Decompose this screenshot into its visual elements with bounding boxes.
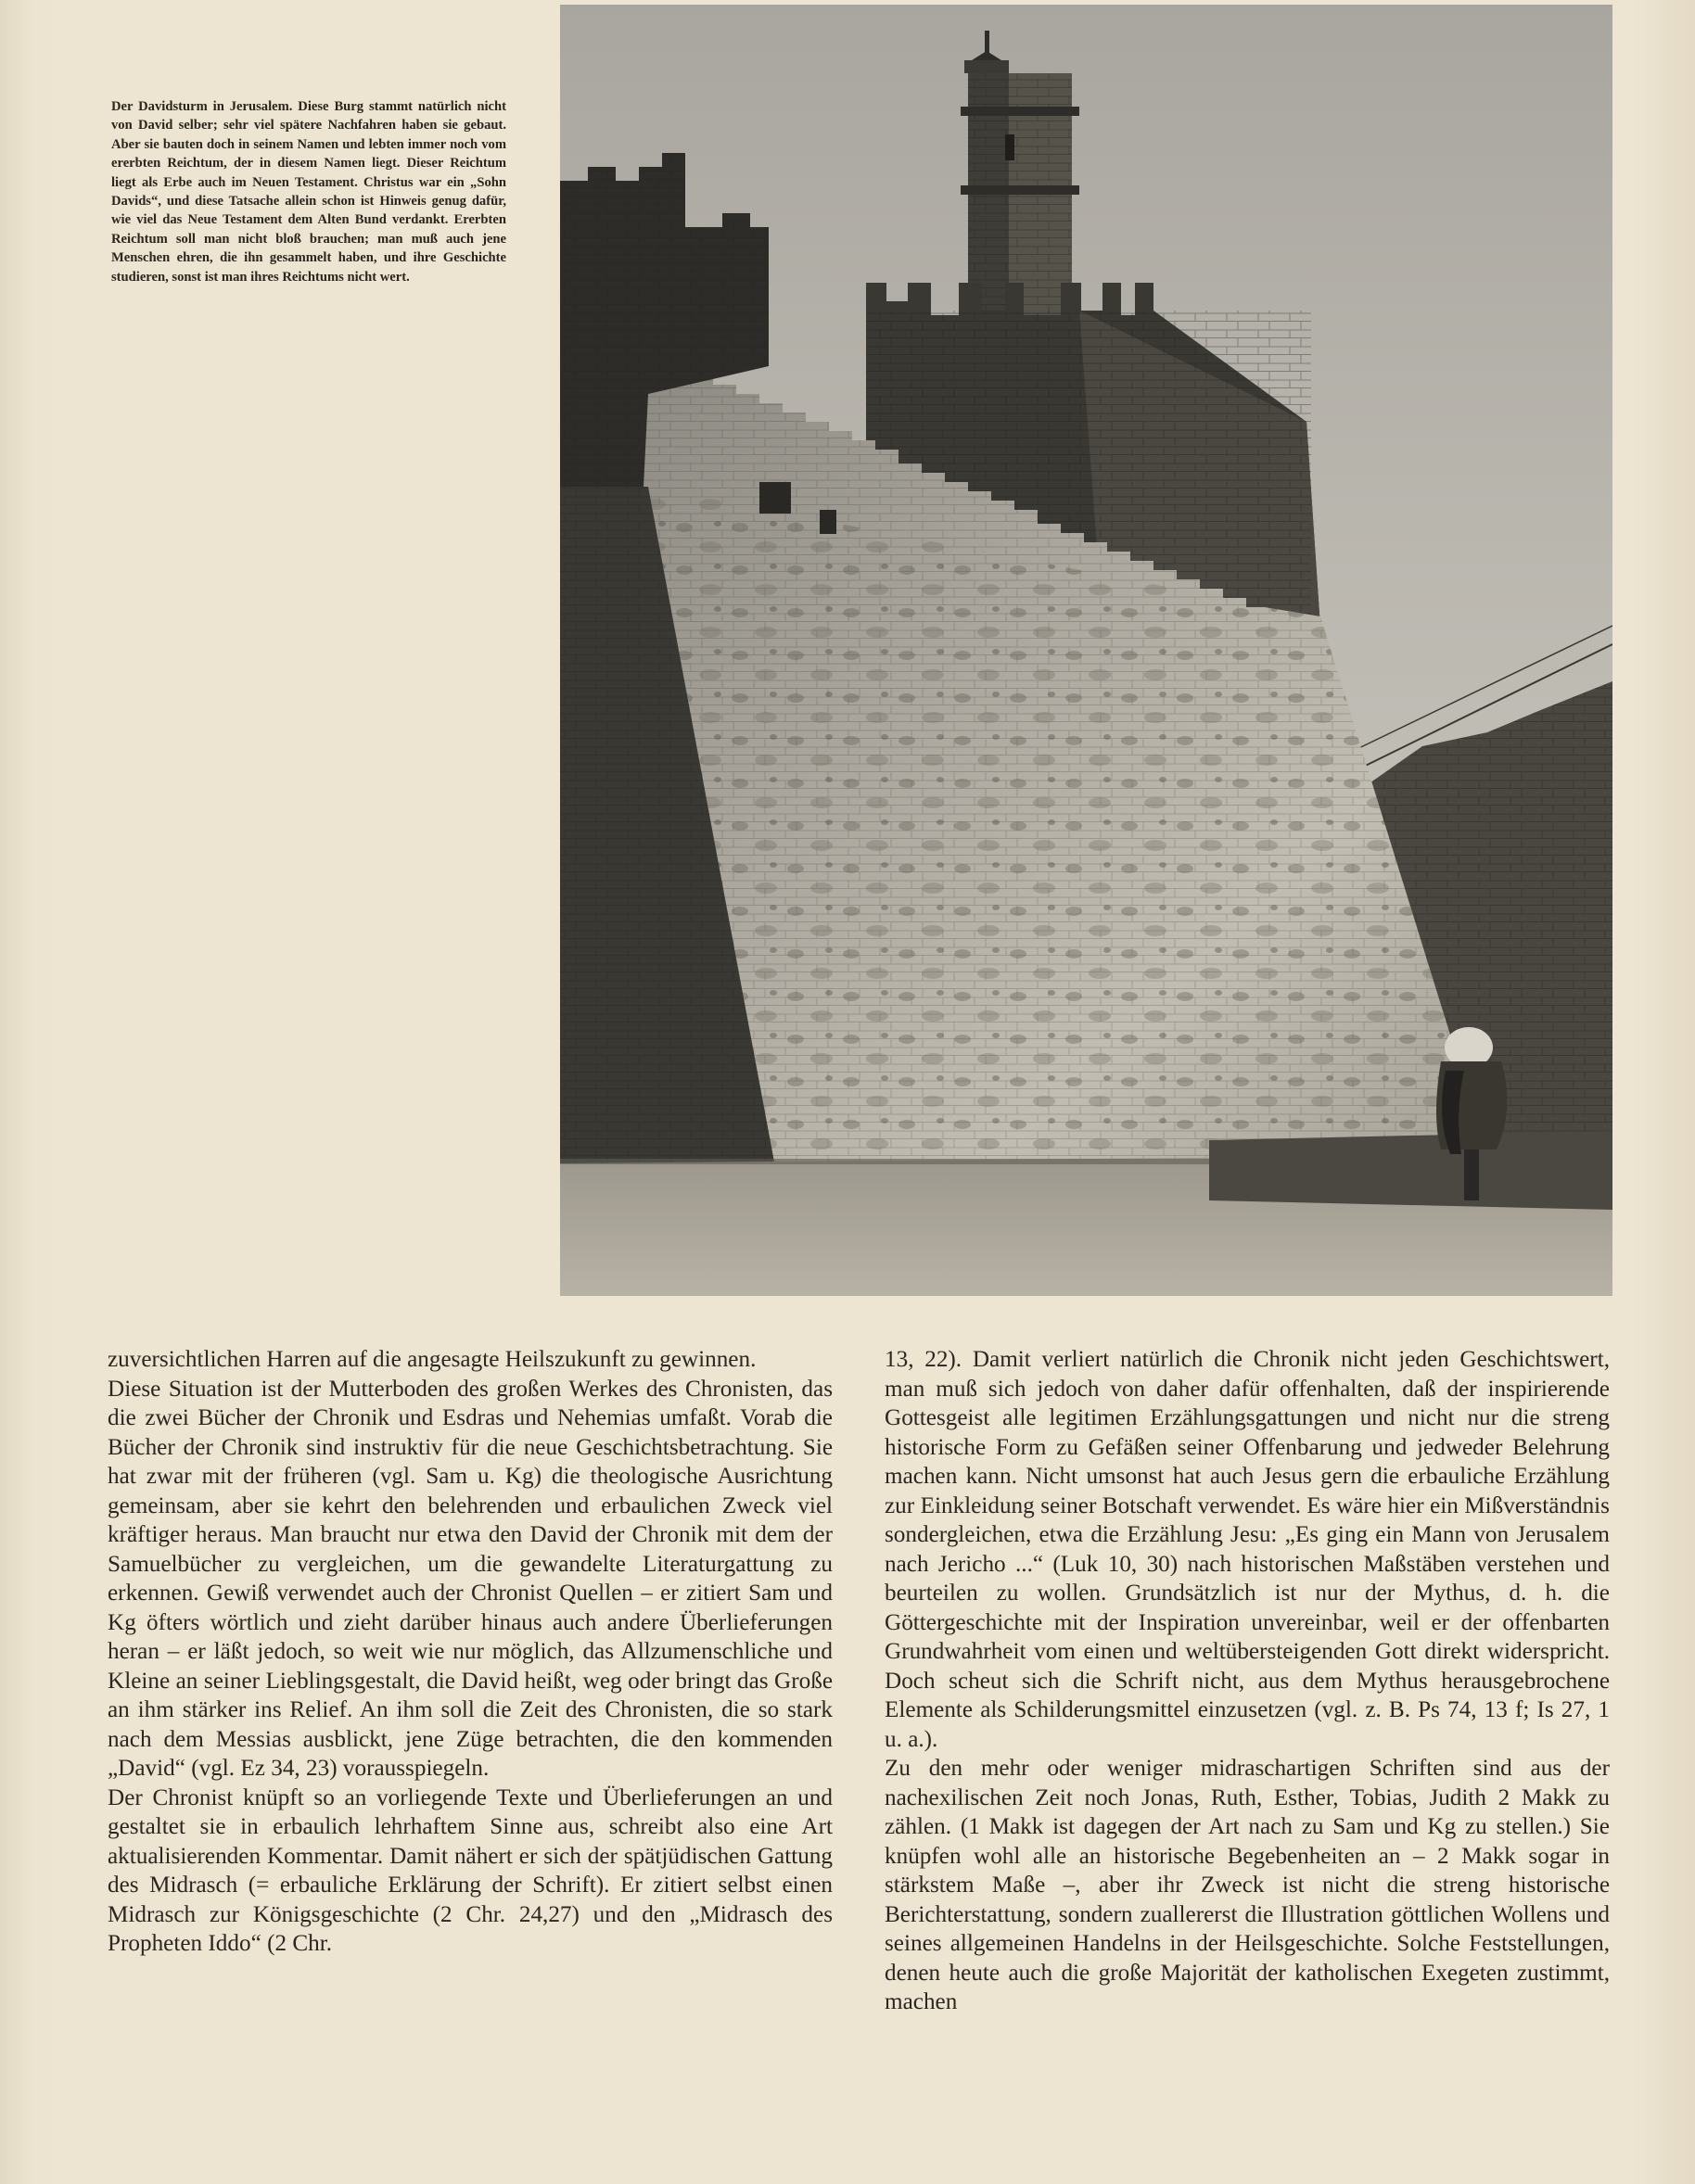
paragraph: zuversichtlichen Harren auf die angesagte Heilszukunft zu gewinnen.	[108, 1347, 757, 1372]
paragraph: Der Chronist knüpft so an vorliegende Texte und Überlieferungen an und gestaltet sie in erbaulich lehrhaftem Sinne aus, schreibt also eine Art aktualisierenden Kommentar. Damit nähert er sich der spätjüdischen Gattung des Midrasch (= erbauliche Erklärung der Schrift). Er zitiert selbst einen Midrasch zur Königsgeschichte (2 Chr. 24,27) und den „Midrasch des Propheten Iddo“ (2 Chr.	[108, 1784, 833, 1956]
photo-caption: Der Davidsturm in Jerusalem. Diese Burg stammt natürlich nicht von David selber; sehr viel spätere Nachfahren haben sie gebaut. Aber sie bauten doch in seinem Namen und lebten immer noch vom ererbten Reichtum, der in diesem Namen liegt. Dieser Reichtum liegt als Erbe auch im Neuen Testament. Christus war ein „Sohn Davids“, und diese Tatsache allein schon ist Hinweis genug dafür, wie viel das Neue Testament dem Alten Bund verdankt. Ererbten Reichtum soll man nicht bloß brauchen; man muß auch jene Menschen ehren, die ihn gesammelt haben, und ihre Geschichte studieren, sonst ist man ihres Reichtums nicht wert.	[111, 99, 506, 285]
tower-of-david-photo	[560, 5, 1612, 1296]
paragraph: Zu den mehr oder weniger midraschartigen Schriften sind aus der nachexilischen Zeit noch Jonas, Ruth, Esther, Tobias, Judith 2 Makk zu zählen. (1 Makk ist dagegen der Art nach zu Sam und Kg zu stellen.) Sie knüpfen wohl alle an historische Begebenheiten an – 2 Makk sogar in stärkstem Maße –, aber ihr Zweck ist nicht die streng historische Berichterstattung, sondern zuallererst die Illustration göttlichen Wollens und seines allgemeinen Handelns in der Heilsgeschichte. Solche Feststellungen, denen heute auch die große Majorität der katholischen Exegeten zustimmt, machen	[885, 1756, 1610, 2014]
paragraph: 13, 22). Damit verliert natürlich die Chronik nicht jeden Geschichtswert, man muß sich jedoch von daher dafür offenhalten, daß der inspirierende Gottesgeist alle legitimen Erzählungsgattungen und nicht nur die streng historische Form zu Gefäßen seiner Offenbarung und jedweder Belehrung machen kann. Nicht umsonst hat auch Jesus gern die erbauliche Erzählung zur Einkleidung seiner Botschaft verwendet. Es wäre hier ein Mißverständnis sondergleichen, etwa die Erzählung Jesu: „Es ging ein Mann von Jerusalem nach Jericho ...“ (Luk 10, 30) nach historischen Maßstäben verstehen und beurteilen zu wollen. Grundsätzlich ist nur der Mythus, d. h. die Göttergeschichte mit der Inspiration unvereinbar, weil er der offenbarten Grundwahrheit vom einen und weltübersteigenden Gott direkt widerspricht. Doch scheut sich die Schrift nicht, aus dem Mythus herausgebrochene Elemente als Schilderungsmittel einzusetzen (vgl. z. B. Ps 74, 13 f; Is 27, 1 u. a.).	[885, 1347, 1610, 1752]
paragraph: Diese Situation ist der Mutterboden des großen Werkes des Chronisten, das die zwei Bücher der Chronik und Esdras und Nehemias umfaßt. Vorab die Bücher der Chronik sind instruktiv für die neue Geschichtsbetrachtung. Sie hat zwar mit der früheren (vgl. Sam u. Kg) die theologische Ausrichtung gemeinsam, aber sie kehrt den belehrenden und erbaulichen Zweck viel kräftiger heraus. Man braucht nur etwa den David der Chronik mit dem der Samuelbücher zu vergleichen, um die gewandelte Literaturgattung zu erkennen. Gewiß verwendet auch der Chronist Quellen – er zitiert Sam und Kg öfters wörtlich und zieht darüber hinaus auch andere Überlieferungen heran – er läßt jedoch, so weit wie nur möglich, das Allzumenschliche und Kleine an seiner Lieblingsgestalt, die David heißt, weg oder bringt das Große an ihm stärker ins Relief. An ihm soll die Zeit des Chronisten, die so stark nach dem Messias ausblickt, jene Züge betrachten, die den kommenden „David“ (vgl. Ez 34, 23) vorausspiegeln.	[108, 1376, 833, 1781]
right-text-column	[885, 1345, 1610, 2017]
left-text-column	[108, 1345, 833, 1959]
